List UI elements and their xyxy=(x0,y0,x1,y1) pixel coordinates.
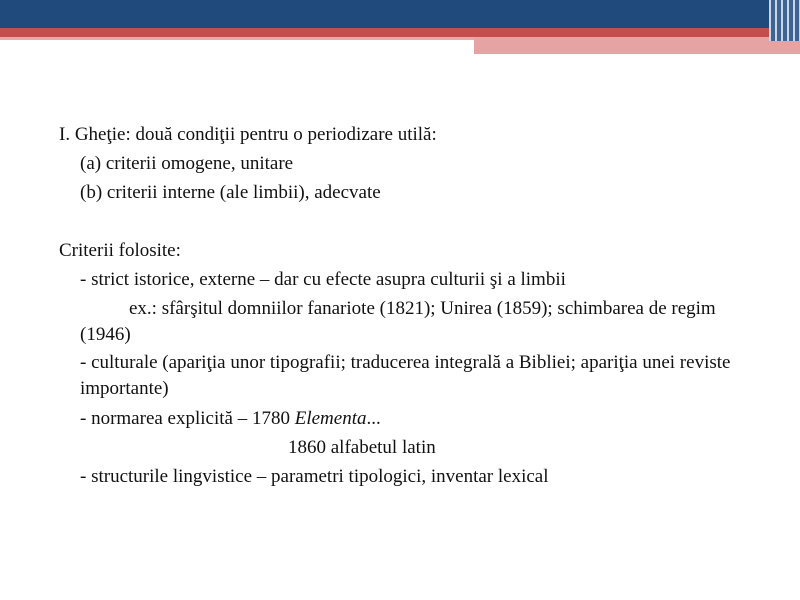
slide-title-line: I. Gheţie: două condiţii pentru o periodizare utilă: xyxy=(59,124,437,145)
header-stripes-decoration xyxy=(769,0,800,41)
header-pink-block xyxy=(474,37,800,54)
criterion-cultural: - culturale (apariţia unor tipografii; traducerea integrală a Bibliei; apariţia unei reviste importante) xyxy=(80,352,731,399)
header-pink-line xyxy=(0,37,474,40)
criterion-norm-suffix: ... xyxy=(366,408,381,429)
criterion-historic: - strict istorice, externe – dar cu efecte asupra culturii şi a limbii xyxy=(80,269,566,290)
header-blue-band xyxy=(0,0,800,28)
criterion-historic-examples: ex.: sfârşitul domniilor fanariote (1821); Unirea (1859); schimbarea de regim (1946) xyxy=(80,298,716,345)
slide-body xyxy=(59,120,759,491)
criterion-norm-second: 1860 alfabetul latin xyxy=(288,437,436,458)
criterion-norm-italic: Elementa xyxy=(294,408,367,429)
criterion-norm-prefix: - normarea explicită – 1780 xyxy=(80,408,295,429)
criterion-norm xyxy=(59,404,759,433)
header-red-band xyxy=(0,28,800,37)
criterion-structural: - structurile lingvistice – parametri tipologici, inventar lexical xyxy=(80,466,549,487)
criteria-heading: Criterii folosite: xyxy=(59,240,181,261)
condition-a: (a) criterii omogene, unitare xyxy=(80,153,294,174)
condition-b: (b) criterii interne (ale limbii), adecvate xyxy=(80,182,381,203)
spacer xyxy=(59,207,759,236)
